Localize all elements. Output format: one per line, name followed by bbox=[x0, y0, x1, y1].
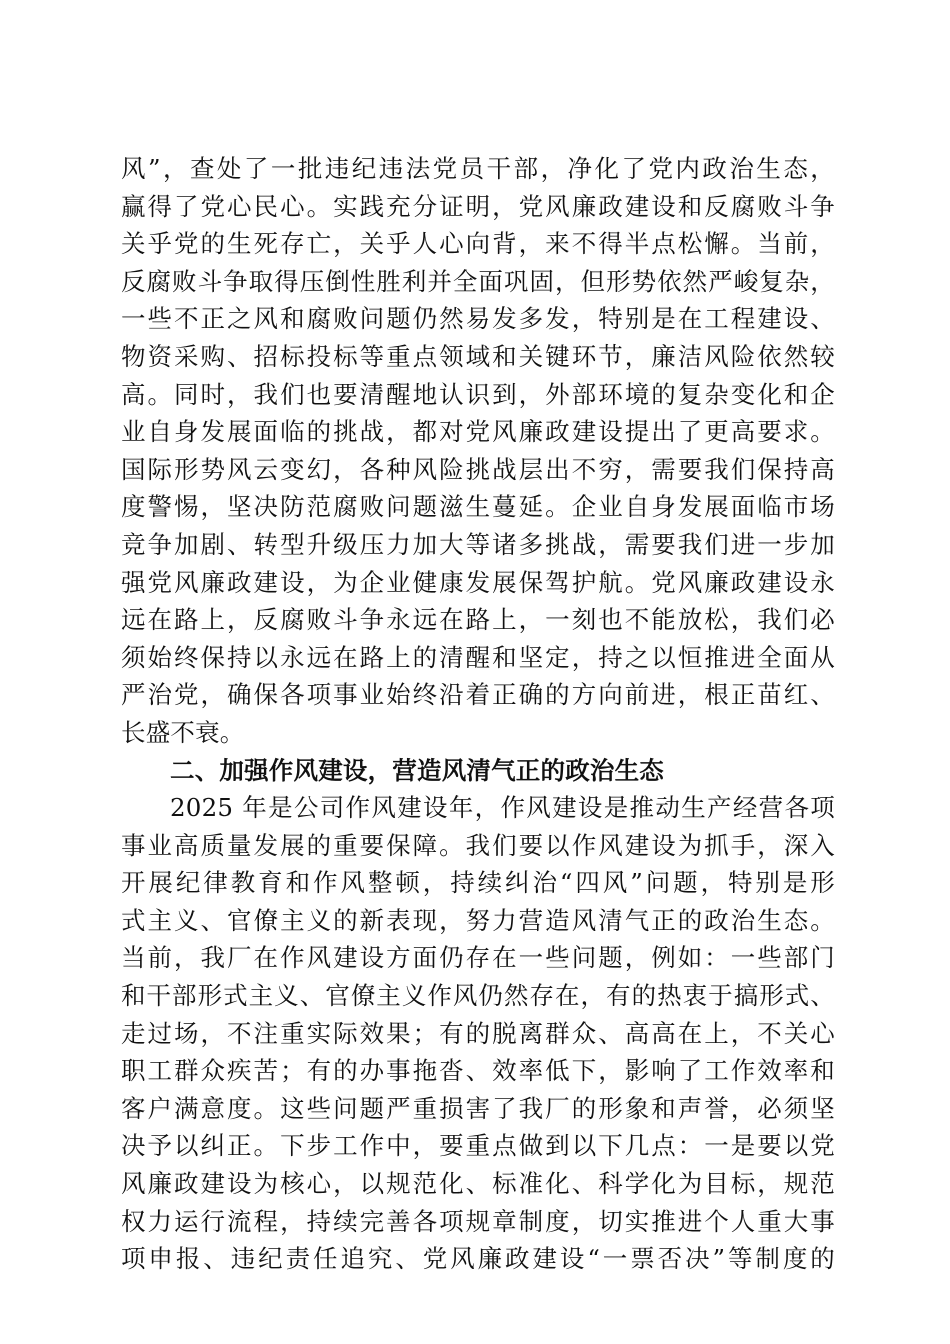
paragraph-line: 决予以纠正。下步工作中，要重点做到以下几点：一是要以党 bbox=[121, 1131, 835, 1161]
paragraph-line: 强党风廉政建设，为企业健康发展保驾护航。党风廉政建设永 bbox=[121, 567, 835, 597]
paragraph-line: 事业高质量发展的重要保障。我们要以作风建设为抓手，深入 bbox=[121, 830, 835, 860]
paragraph-line: 国际形势风云变幻，各种风险挑战层出不穷，需要我们保持高 bbox=[121, 454, 835, 484]
paragraph-line: 风”，查处了一批违纪违法党员干部，净化了党内政治生态， bbox=[121, 154, 835, 183]
section-heading: 二、加强作风建设，营造风清气正的政治生态 bbox=[170, 755, 664, 785]
paragraph-line: 物资采购、招标投标等重点领域和关键环节，廉洁风险依然较 bbox=[121, 341, 835, 371]
paragraph-line: 和干部形式主义、官僚主义作风仍然存在，有的热衷于搞形式、 bbox=[121, 981, 835, 1011]
paragraph-line: 竞争加剧、转型升级压力加大等诸多挑战，需要我们进一步加 bbox=[121, 529, 835, 559]
paragraph-continuation bbox=[121, 150, 835, 752]
paragraph-line: 高。同时，我们也要清醒地认识到，外部环境的复杂变化和企 bbox=[121, 379, 835, 409]
paragraph-line: 远在路上，反腐败斗争永远在路上，一刻也不能放松，我们必 bbox=[121, 605, 835, 635]
paragraph-line: 走过场，不注重实际效果；有的脱离群众、高高在上，不关心 bbox=[121, 1018, 835, 1048]
paragraph-line: 业自身发展面临的挑战，都对党风廉政建设提出了更高要求。 bbox=[121, 417, 835, 447]
paragraph-line: 严治党，确保各项事业始终沿着正确的方向前进，根正苗红、 bbox=[121, 680, 835, 710]
paragraph-line: 反腐败斗争取得压倒性胜利并全面巩固，但形势依然严峻复杂， bbox=[121, 266, 835, 296]
paragraph-line: 须始终保持以永远在路上的清醒和坚定，持之以恒推进全面从 bbox=[121, 642, 835, 672]
paragraph-work-style bbox=[121, 789, 835, 1278]
paragraph-line: 一些不正之风和腐败问题仍然易发多发，特别是在工程建设、 bbox=[121, 304, 835, 334]
paragraph-line: 开展纪律教育和作风整顿，持续纠治“四风”问题，特别是形 bbox=[121, 868, 835, 898]
paragraph-line: 关乎党的生死存亡，关乎人心向背，来不得半点松懈。当前， bbox=[121, 229, 835, 259]
paragraph-line: 客户满意度。这些问题严重损害了我厂的形象和声誉，必须坚 bbox=[121, 1093, 835, 1123]
paragraph-line: 权力运行流程，持续完善各项规章制度，切实推进个人重大事 bbox=[121, 1206, 835, 1236]
paragraph-line: 式主义、官僚主义的新表现，努力营造风清气正的政治生态。 bbox=[121, 905, 835, 935]
paragraph-line: 风廉政建设为核心，以规范化、标准化、科学化为目标，规范 bbox=[121, 1169, 835, 1199]
paragraph-line: 2025 年是公司作风建设年，作风建设是推动生产经营各项 bbox=[170, 793, 835, 823]
paragraph-line: 赢得了党心民心。实践充分证明，党风廉政建设和反腐败斗争 bbox=[121, 191, 835, 221]
paragraph-line: 长盛不衰。 bbox=[121, 717, 245, 747]
paragraph-line: 职工群众疾苦；有的办事拖沓、效率低下，影响了工作效率和 bbox=[121, 1056, 835, 1086]
paragraph-line: 度警惕，坚决防范腐败问题滋生蔓延。企业自身发展面临市场 bbox=[121, 492, 835, 522]
paragraph-line: 当前，我厂在作风建设方面仍存在一些问题，例如：一些部门 bbox=[121, 943, 835, 973]
paragraph-line: 项申报、违纪责任追究、党风廉政建设“一票否决”等制度的 bbox=[121, 1244, 835, 1274]
document-body bbox=[121, 150, 835, 1278]
